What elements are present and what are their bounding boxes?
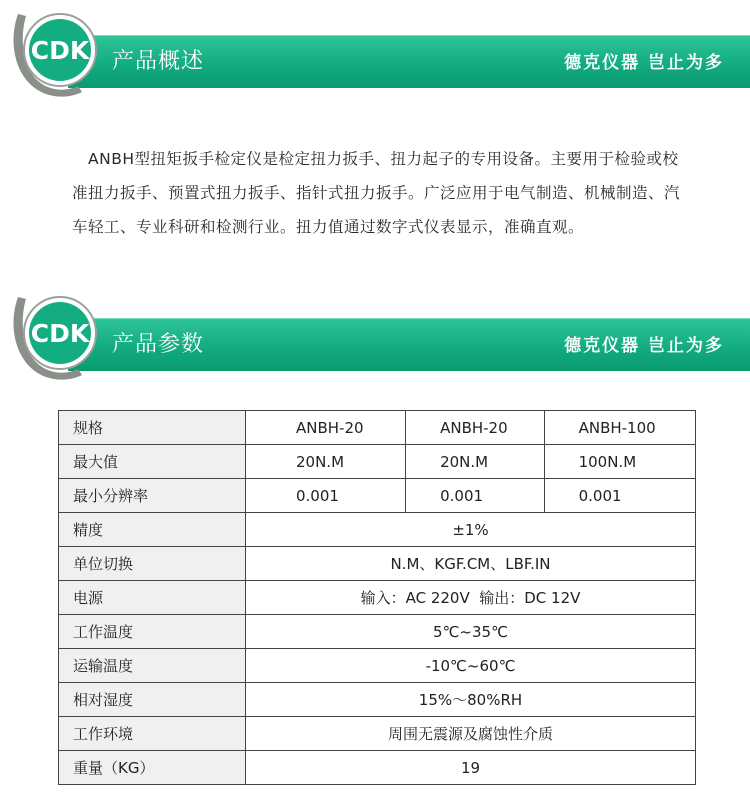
spec-value: 输入：AC 220V 输出：DC 12V: [246, 581, 696, 615]
table-row: [59, 547, 696, 581]
specs-table: [58, 410, 696, 785]
spec-value: 0.001: [246, 479, 406, 513]
model-name: ANBH-20: [246, 411, 406, 445]
table-row: [59, 581, 696, 615]
spec-label: 运输温度: [59, 649, 246, 683]
brand-slogan: 德克仪器 岂止为多: [564, 53, 724, 73]
spec-value: 19: [246, 751, 696, 785]
table-row: [59, 717, 696, 751]
table-row: [59, 649, 696, 683]
model-name: ANBH-100: [544, 411, 695, 445]
spec-value: 5℃~35℃: [246, 615, 696, 649]
table-row: [59, 683, 696, 717]
spec-value: 周围无震源及腐蚀性介质: [246, 717, 696, 751]
section-header-specs: [0, 283, 750, 383]
cdk-logo: [8, 289, 108, 383]
svg-text:CDK: CDK: [30, 36, 90, 65]
spec-label: 工作温度: [59, 615, 246, 649]
spec-label: 相对湿度: [59, 683, 246, 717]
spec-value: 15%～80%RH: [246, 683, 696, 717]
spec-label: 精度: [59, 513, 246, 547]
table-row: [59, 411, 696, 445]
spec-label: 规格: [59, 411, 246, 445]
spec-label: 重量（KG）: [59, 751, 246, 785]
spec-value: 20N.M: [246, 445, 406, 479]
spec-value: -10℃~60℃: [246, 649, 696, 683]
table-row: [59, 751, 696, 785]
spec-value: 100N.M: [544, 445, 695, 479]
table-row: [59, 445, 696, 479]
table-row: [59, 479, 696, 513]
section-title: 产品概述: [112, 49, 205, 74]
section-title: 产品参数: [112, 332, 205, 357]
spec-value: N.M、KGF.CM、LBF.IN: [246, 547, 696, 581]
svg-text:CDK: CDK: [30, 319, 90, 348]
description-text: ANBH型扭矩扳手检定仪是检定扭力扳手、扭力起子的专用设备。主要用于检验或校准扭力扳手、预置式扭力扳手、指针式扭力扳手。广泛应用于电气制造、机械制造、汽车轻工、专业科研和检测行业。扭力值通过数字式仪表显示，准确直观。: [72, 150, 681, 236]
spec-label: 最小分辨率: [59, 479, 246, 513]
spec-value: 0.001: [406, 479, 545, 513]
table-row: [59, 615, 696, 649]
spec-label: 电源: [59, 581, 246, 615]
section-header-overview: [0, 0, 750, 100]
model-name: ANBH-20: [406, 411, 545, 445]
brand-slogan: 德克仪器 岂止为多: [564, 336, 724, 356]
spec-value: ±1%: [246, 513, 696, 547]
spec-label: 单位切换: [59, 547, 246, 581]
cdk-logo: [8, 6, 108, 100]
product-description: [72, 142, 692, 244]
spec-value: 20N.M: [406, 445, 545, 479]
table-row: [59, 513, 696, 547]
spec-label: 工作环境: [59, 717, 246, 751]
spec-label: 最大值: [59, 445, 246, 479]
spec-value: 0.001: [544, 479, 695, 513]
